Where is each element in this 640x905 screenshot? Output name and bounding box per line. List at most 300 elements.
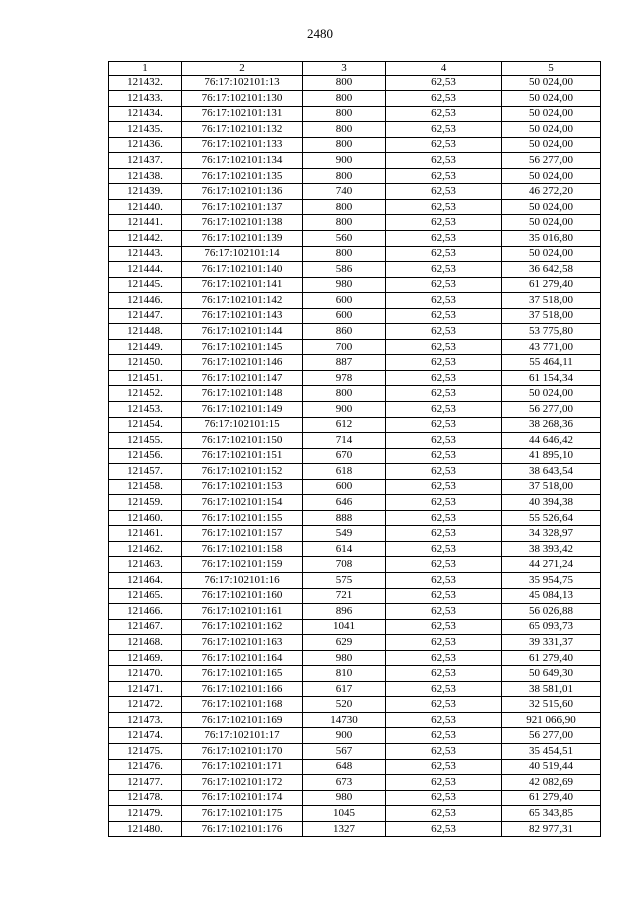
table-row [109,619,601,635]
area-cell: 520 [303,697,386,713]
area-cell: 648 [303,759,386,775]
row-number-cell: 121432. [109,75,182,91]
value-cell: 55 526,64 [502,510,601,526]
table-row [109,153,601,169]
rate-cell: 62,53 [386,464,502,480]
cadastral-number-cell: 76:17:102101:166 [182,681,303,697]
cadastral-number-cell: 76:17:102101:134 [182,153,303,169]
value-cell: 55 464,11 [502,355,601,371]
table-row [109,370,601,386]
value-cell: 37 518,00 [502,293,601,309]
rate-cell: 62,53 [386,821,502,837]
value-cell: 46 272,20 [502,184,601,200]
value-cell: 36 642,58 [502,262,601,278]
area-cell: 800 [303,75,386,91]
cadastral-number-cell: 76:17:102101:170 [182,744,303,760]
row-number-cell: 121455. [109,433,182,449]
area-cell: 800 [303,199,386,215]
cadastral-number-cell: 76:17:102101:176 [182,821,303,837]
value-cell: 50 024,00 [502,106,601,122]
value-cell: 35 454,51 [502,744,601,760]
cadastral-number-cell: 76:17:102101:132 [182,122,303,138]
cadastral-number-cell: 76:17:102101:171 [182,759,303,775]
value-cell: 35 954,75 [502,573,601,589]
rate-cell: 62,53 [386,91,502,107]
table-row [109,821,601,837]
row-number-cell: 121462. [109,541,182,557]
table-row [109,681,601,697]
cadastral-number-cell: 76:17:102101:141 [182,277,303,293]
value-cell: 38 581,01 [502,681,601,697]
rate-cell: 62,53 [386,75,502,91]
table-row [109,122,601,138]
value-cell: 50 024,00 [502,91,601,107]
cadastral-number-cell: 76:17:102101:154 [182,495,303,511]
area-cell: 714 [303,433,386,449]
rate-cell: 62,53 [386,573,502,589]
page-number: 2480 [307,26,333,41]
column-header: 2 [182,62,303,76]
table-row [109,324,601,340]
cadastral-number-cell: 76:17:102101:136 [182,184,303,200]
row-number-cell: 121476. [109,759,182,775]
row-number-cell: 121460. [109,510,182,526]
table-row [109,91,601,107]
table-row [109,106,601,122]
table-header-row [109,62,601,76]
row-number-cell: 121436. [109,137,182,153]
row-number-cell: 121480. [109,821,182,837]
rate-cell: 62,53 [386,604,502,620]
value-cell: 44 271,24 [502,557,601,573]
table-row [109,184,601,200]
rate-cell: 62,53 [386,759,502,775]
value-cell: 39 331,37 [502,635,601,651]
table-row [109,759,601,775]
value-cell: 65 093,73 [502,619,601,635]
rate-cell: 62,53 [386,557,502,573]
area-cell: 560 [303,230,386,246]
rate-cell: 62,53 [386,293,502,309]
value-cell: 50 024,00 [502,215,601,231]
area-cell: 800 [303,386,386,402]
rate-cell: 62,53 [386,168,502,184]
value-cell: 61 154,34 [502,370,601,386]
row-number-cell: 121447. [109,308,182,324]
table-row [109,199,601,215]
rate-cell: 62,53 [386,122,502,138]
data-table [108,61,601,837]
cadastral-number-cell: 76:17:102101:146 [182,355,303,371]
area-cell: 575 [303,573,386,589]
rate-cell: 62,53 [386,339,502,355]
cadastral-number-cell: 76:17:102101:130 [182,91,303,107]
table-row [109,541,601,557]
area-cell: 721 [303,588,386,604]
row-number-cell: 121443. [109,246,182,262]
cadastral-number-cell: 76:17:102101:137 [182,199,303,215]
value-cell: 38 643,54 [502,464,601,480]
value-cell: 38 268,36 [502,417,601,433]
table-row [109,308,601,324]
table-row [109,790,601,806]
area-cell: 600 [303,308,386,324]
row-number-cell: 121445. [109,277,182,293]
rate-cell: 62,53 [386,728,502,744]
row-number-cell: 121479. [109,806,182,822]
cadastral-number-cell: 76:17:102101:147 [182,370,303,386]
table-row [109,417,601,433]
cadastral-number-cell: 76:17:102101:153 [182,479,303,495]
table-row [109,230,601,246]
rate-cell: 62,53 [386,775,502,791]
cadastral-number-cell: 76:17:102101:13 [182,75,303,91]
row-number-cell: 121474. [109,728,182,744]
value-cell: 32 515,60 [502,697,601,713]
value-cell: 56 277,00 [502,153,601,169]
value-cell: 50 024,00 [502,122,601,138]
rate-cell: 62,53 [386,215,502,231]
value-cell: 45 084,13 [502,588,601,604]
cadastral-number-cell: 76:17:102101:169 [182,712,303,728]
cadastral-number-cell: 76:17:102101:145 [182,339,303,355]
row-number-cell: 121456. [109,448,182,464]
area-cell: 740 [303,184,386,200]
area-cell: 614 [303,541,386,557]
rate-cell: 62,53 [386,355,502,371]
rate-cell: 62,53 [386,479,502,495]
rate-cell: 62,53 [386,277,502,293]
table-row [109,744,601,760]
row-number-cell: 121478. [109,790,182,806]
rate-cell: 62,53 [386,262,502,278]
area-cell: 800 [303,168,386,184]
table-row [109,573,601,589]
rate-cell: 62,53 [386,370,502,386]
area-cell: 900 [303,153,386,169]
row-number-cell: 121442. [109,230,182,246]
table-row [109,557,601,573]
cadastral-number-cell: 76:17:102101:174 [182,790,303,806]
row-number-cell: 121463. [109,557,182,573]
area-cell: 612 [303,417,386,433]
row-number-cell: 121472. [109,697,182,713]
row-number-cell: 121458. [109,479,182,495]
row-number-cell: 121444. [109,262,182,278]
rate-cell: 62,53 [386,635,502,651]
table-row [109,293,601,309]
rate-cell: 62,53 [386,308,502,324]
value-cell: 50 649,30 [502,666,601,682]
cadastral-number-cell: 76:17:102101:149 [182,401,303,417]
rate-cell: 62,53 [386,495,502,511]
table-row [109,495,601,511]
value-cell: 61 279,40 [502,650,601,666]
row-number-cell: 121440. [109,199,182,215]
cadastral-number-cell: 76:17:102101:165 [182,666,303,682]
cadastral-number-cell: 76:17:102101:148 [182,386,303,402]
cadastral-number-cell: 76:17:102101:161 [182,604,303,620]
value-cell: 65 343,85 [502,806,601,822]
value-cell: 40 394,38 [502,495,601,511]
row-number-cell: 121457. [109,464,182,480]
area-cell: 629 [303,635,386,651]
cadastral-number-cell: 76:17:102101:150 [182,433,303,449]
row-number-cell: 121471. [109,681,182,697]
cadastral-number-cell: 76:17:102101:15 [182,417,303,433]
rate-cell: 62,53 [386,650,502,666]
area-cell: 1045 [303,806,386,822]
row-number-cell: 121465. [109,588,182,604]
value-cell: 56 026,88 [502,604,601,620]
value-cell: 56 277,00 [502,401,601,417]
value-cell: 56 277,00 [502,728,601,744]
table-row [109,510,601,526]
cadastral-number-cell: 76:17:102101:152 [182,464,303,480]
area-cell: 708 [303,557,386,573]
area-cell: 800 [303,215,386,231]
area-cell: 617 [303,681,386,697]
value-cell: 50 024,00 [502,137,601,153]
table-row [109,728,601,744]
cadastral-number-cell: 76:17:102101:144 [182,324,303,340]
cadastral-number-cell: 76:17:102101:139 [182,230,303,246]
area-cell: 600 [303,293,386,309]
row-number-cell: 121475. [109,744,182,760]
rate-cell: 62,53 [386,386,502,402]
row-number-cell: 121452. [109,386,182,402]
row-number-cell: 121470. [109,666,182,682]
column-header: 5 [502,62,601,76]
value-cell: 44 646,42 [502,433,601,449]
table-row [109,75,601,91]
table-row [109,479,601,495]
cadastral-number-cell: 76:17:102101:151 [182,448,303,464]
area-cell: 800 [303,137,386,153]
area-cell: 887 [303,355,386,371]
value-cell: 38 393,42 [502,541,601,557]
row-number-cell: 121464. [109,573,182,589]
cadastral-number-cell: 76:17:102101:143 [182,308,303,324]
rate-cell: 62,53 [386,510,502,526]
cadastral-number-cell: 76:17:102101:142 [182,293,303,309]
rate-cell: 62,53 [386,744,502,760]
table-row [109,137,601,153]
value-cell: 50 024,00 [502,168,601,184]
row-number-cell: 121434. [109,106,182,122]
area-cell: 600 [303,479,386,495]
table-row [109,775,601,791]
cadastral-number-cell: 76:17:102101:138 [182,215,303,231]
value-cell: 50 024,00 [502,386,601,402]
value-cell: 37 518,00 [502,479,601,495]
table-row [109,588,601,604]
value-cell: 41 895,10 [502,448,601,464]
rate-cell: 62,53 [386,712,502,728]
value-cell: 43 771,00 [502,339,601,355]
row-number-cell: 121438. [109,168,182,184]
area-cell: 549 [303,526,386,542]
row-number-cell: 121467. [109,619,182,635]
table-row [109,246,601,262]
rate-cell: 62,53 [386,153,502,169]
cadastral-number-cell: 76:17:102101:133 [182,137,303,153]
table-row [109,635,601,651]
row-number-cell: 121454. [109,417,182,433]
cadastral-number-cell: 76:17:102101:164 [182,650,303,666]
table-row [109,168,601,184]
cadastral-number-cell: 76:17:102101:172 [182,775,303,791]
table-row [109,355,601,371]
rate-cell: 62,53 [386,541,502,557]
row-number-cell: 121450. [109,355,182,371]
value-cell: 42 082,69 [502,775,601,791]
area-cell: 810 [303,666,386,682]
cadastral-number-cell: 76:17:102101:17 [182,728,303,744]
rate-cell: 62,53 [386,790,502,806]
rate-cell: 62,53 [386,230,502,246]
area-cell: 800 [303,122,386,138]
area-cell: 860 [303,324,386,340]
rate-cell: 62,53 [386,806,502,822]
area-cell: 1041 [303,619,386,635]
row-number-cell: 121448. [109,324,182,340]
cadastral-number-cell: 76:17:102101:155 [182,510,303,526]
rate-cell: 62,53 [386,526,502,542]
table-row [109,448,601,464]
table-row [109,433,601,449]
row-number-cell: 121439. [109,184,182,200]
value-cell: 50 024,00 [502,75,601,91]
area-cell: 980 [303,650,386,666]
value-cell: 40 519,44 [502,759,601,775]
row-number-cell: 121435. [109,122,182,138]
rate-cell: 62,53 [386,246,502,262]
table-row [109,650,601,666]
value-cell: 82 977,31 [502,821,601,837]
value-cell: 37 518,00 [502,308,601,324]
cadastral-number-cell: 76:17:102101:135 [182,168,303,184]
rate-cell: 62,53 [386,417,502,433]
cadastral-number-cell: 76:17:102101:131 [182,106,303,122]
area-cell: 673 [303,775,386,791]
row-number-cell: 121468. [109,635,182,651]
rate-cell: 62,53 [386,401,502,417]
area-cell: 800 [303,246,386,262]
cadastral-number-cell: 76:17:102101:16 [182,573,303,589]
column-header: 3 [303,62,386,76]
rate-cell: 62,53 [386,681,502,697]
table-row [109,806,601,822]
cadastral-number-cell: 76:17:102101:140 [182,262,303,278]
value-cell: 921 066,90 [502,712,601,728]
area-cell: 900 [303,728,386,744]
area-cell: 800 [303,91,386,107]
table-row [109,604,601,620]
cadastral-number-cell: 76:17:102101:158 [182,541,303,557]
table-row [109,262,601,278]
table-row [109,277,601,293]
row-number-cell: 121433. [109,91,182,107]
table-row [109,215,601,231]
value-cell: 61 279,40 [502,790,601,806]
row-number-cell: 121449. [109,339,182,355]
column-header: 1 [109,62,182,76]
row-number-cell: 121473. [109,712,182,728]
row-number-cell: 121469. [109,650,182,666]
area-cell: 1327 [303,821,386,837]
area-cell: 980 [303,790,386,806]
rate-cell: 62,53 [386,199,502,215]
row-number-cell: 121459. [109,495,182,511]
rate-cell: 62,53 [386,697,502,713]
rate-cell: 62,53 [386,448,502,464]
row-number-cell: 121453. [109,401,182,417]
area-cell: 14730 [303,712,386,728]
rate-cell: 62,53 [386,588,502,604]
cadastral-number-cell: 76:17:102101:157 [182,526,303,542]
table-row [109,386,601,402]
area-cell: 800 [303,106,386,122]
table-row [109,464,601,480]
table-row [109,526,601,542]
row-number-cell: 121451. [109,370,182,386]
area-cell: 896 [303,604,386,620]
area-cell: 888 [303,510,386,526]
cadastral-number-cell: 76:17:102101:160 [182,588,303,604]
row-number-cell: 121446. [109,293,182,309]
value-cell: 61 279,40 [502,277,601,293]
row-number-cell: 121437. [109,153,182,169]
rate-cell: 62,53 [386,137,502,153]
table-row [109,666,601,682]
table-row [109,712,601,728]
area-cell: 978 [303,370,386,386]
area-cell: 980 [303,277,386,293]
row-number-cell: 121441. [109,215,182,231]
value-cell: 34 328,97 [502,526,601,542]
area-cell: 646 [303,495,386,511]
row-number-cell: 121477. [109,775,182,791]
rate-cell: 62,53 [386,433,502,449]
value-cell: 35 016,80 [502,230,601,246]
rate-cell: 62,53 [386,666,502,682]
area-cell: 618 [303,464,386,480]
cadastral-number-cell: 76:17:102101:14 [182,246,303,262]
value-cell: 50 024,00 [502,246,601,262]
rate-cell: 62,53 [386,619,502,635]
cadastral-number-cell: 76:17:102101:159 [182,557,303,573]
rate-cell: 62,53 [386,324,502,340]
cadastral-number-cell: 76:17:102101:162 [182,619,303,635]
row-number-cell: 121461. [109,526,182,542]
cadastral-number-cell: 76:17:102101:175 [182,806,303,822]
value-cell: 53 775,80 [502,324,601,340]
value-cell: 50 024,00 [502,199,601,215]
area-cell: 900 [303,401,386,417]
table-row [109,697,601,713]
area-cell: 567 [303,744,386,760]
table-row [109,401,601,417]
cadastral-number-cell: 76:17:102101:163 [182,635,303,651]
table-row [109,339,601,355]
area-cell: 700 [303,339,386,355]
rate-cell: 62,53 [386,184,502,200]
cadastral-number-cell: 76:17:102101:168 [182,697,303,713]
column-header: 4 [386,62,502,76]
area-cell: 670 [303,448,386,464]
area-cell: 586 [303,262,386,278]
